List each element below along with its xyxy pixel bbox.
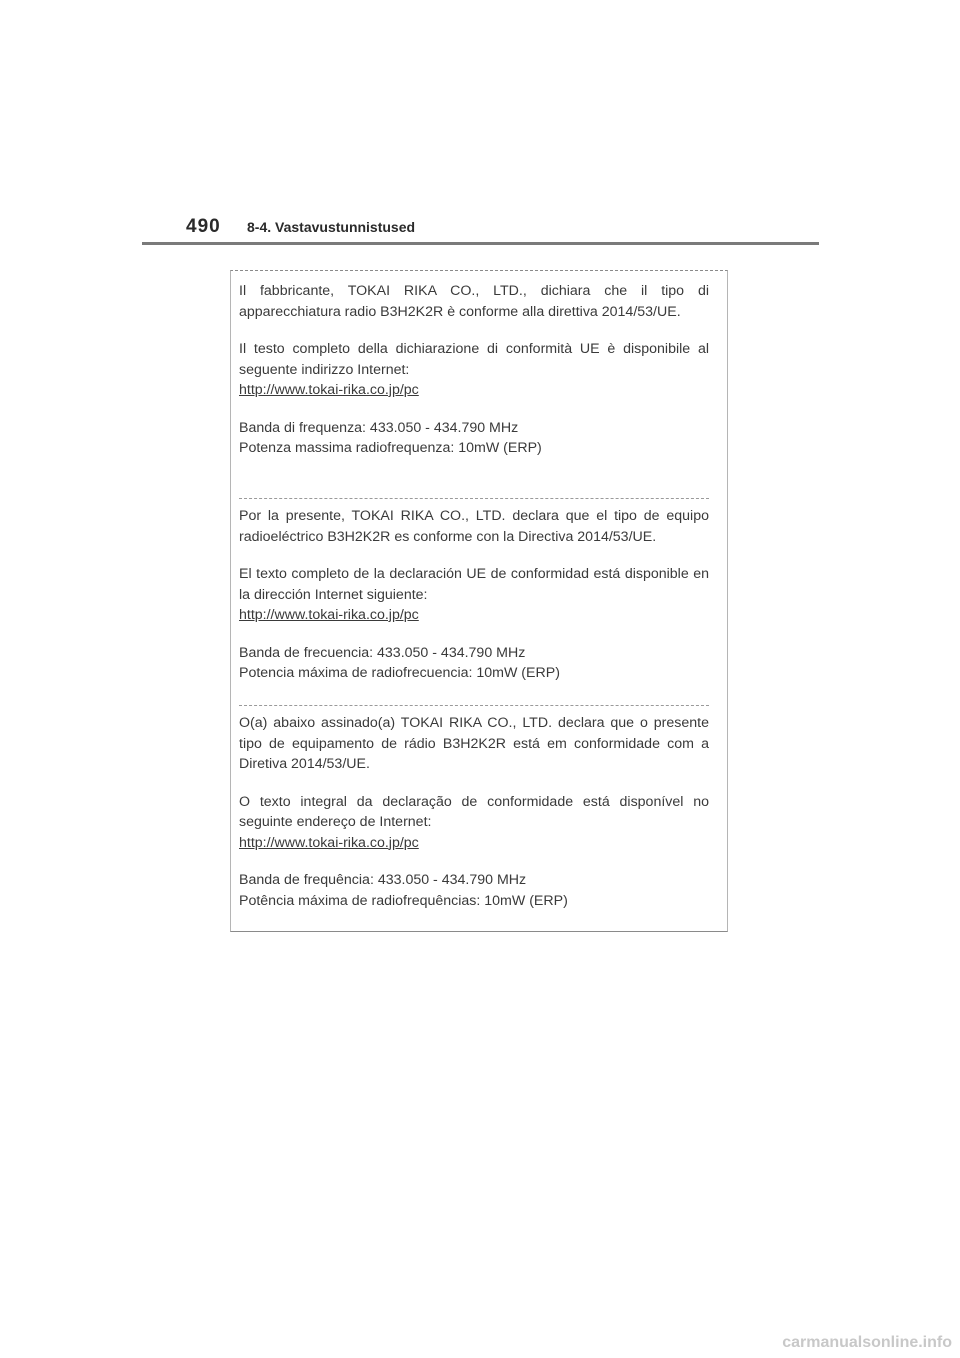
declaration-paragraph: O(a) abaixo assinado(a) TOKAI RIKA CO., LTD. declara que o presente tipo de equipamento de rádio B3H2K2R está em conformidade com a Diretiva 2014/53/UE. — [239, 715, 709, 772]
declaration-paragraph: Por la presente, TOKAI RIKA CO., LTD. declara que el tipo de equipo radioeléctrico B3H2K2R es conforme con la Directiva 2014/53/UE. — [239, 508, 709, 545]
declaration-link[interactable]: http://www.tokai-rika.co.jp/pc — [239, 834, 419, 851]
availability-paragraph — [239, 564, 709, 626]
availability-paragraph — [239, 339, 709, 401]
section-title: 8-4. Vastavustunnistused — [247, 219, 416, 235]
max-power-line: Potência máxima de radiofrequências: 10mW (ERP) — [239, 892, 568, 909]
frequency-paragraph — [239, 870, 709, 911]
page-number: 490 — [186, 216, 221, 237]
declaration-link[interactable]: http://www.tokai-rika.co.jp/pc — [239, 382, 419, 398]
frequency-band-line: Banda de frequência: 433.050 - 434.790 MHz — [239, 872, 527, 888]
max-power-line: Potenza massima radiofrequenza: 10mW (ERP) — [239, 440, 542, 456]
frequency-band-line: Banda di frequenza: 433.050 - 434.790 MHz — [239, 419, 519, 436]
frequency-paragraph — [239, 643, 709, 684]
availability-text: El texto completo de la declaración UE de conformidad está disponible en la dirección Internet siguiente: — [239, 566, 709, 603]
declaration-box — [230, 270, 728, 932]
header-rule — [142, 242, 819, 245]
declaration-block-portuguese — [239, 705, 709, 911]
declaration-block-spanish — [239, 498, 709, 684]
max-power-line: Potencia máxima de radiofrecuencia: 10mW (ERP) — [239, 665, 560, 681]
declaration-link[interactable]: http://www.tokai-rika.co.jp/pc — [239, 607, 419, 623]
declaration-block-italian — [239, 281, 709, 459]
frequency-band-line: Banda de frecuencia: 433.050 - 434.790 MHz — [239, 644, 526, 661]
availability-paragraph — [239, 792, 709, 854]
watermark: carmanualsonline.info — [782, 1334, 952, 1351]
declaration-paragraph: Il fabbricante, TOKAI RIKA CO., LTD., dichiara che il tipo di apparecchiatura radio B3H2K2R è conforme alla direttiva 2014/53/UE. — [239, 283, 709, 320]
availability-text: Il testo completo della dichiarazione di conformità UE è disponibile al seguente indirizzo Internet: — [239, 341, 709, 378]
availability-text: O texto integral da declaração de conformidade está disponível no seguinte endereço de Internet: — [239, 793, 709, 830]
frequency-paragraph — [239, 418, 709, 459]
